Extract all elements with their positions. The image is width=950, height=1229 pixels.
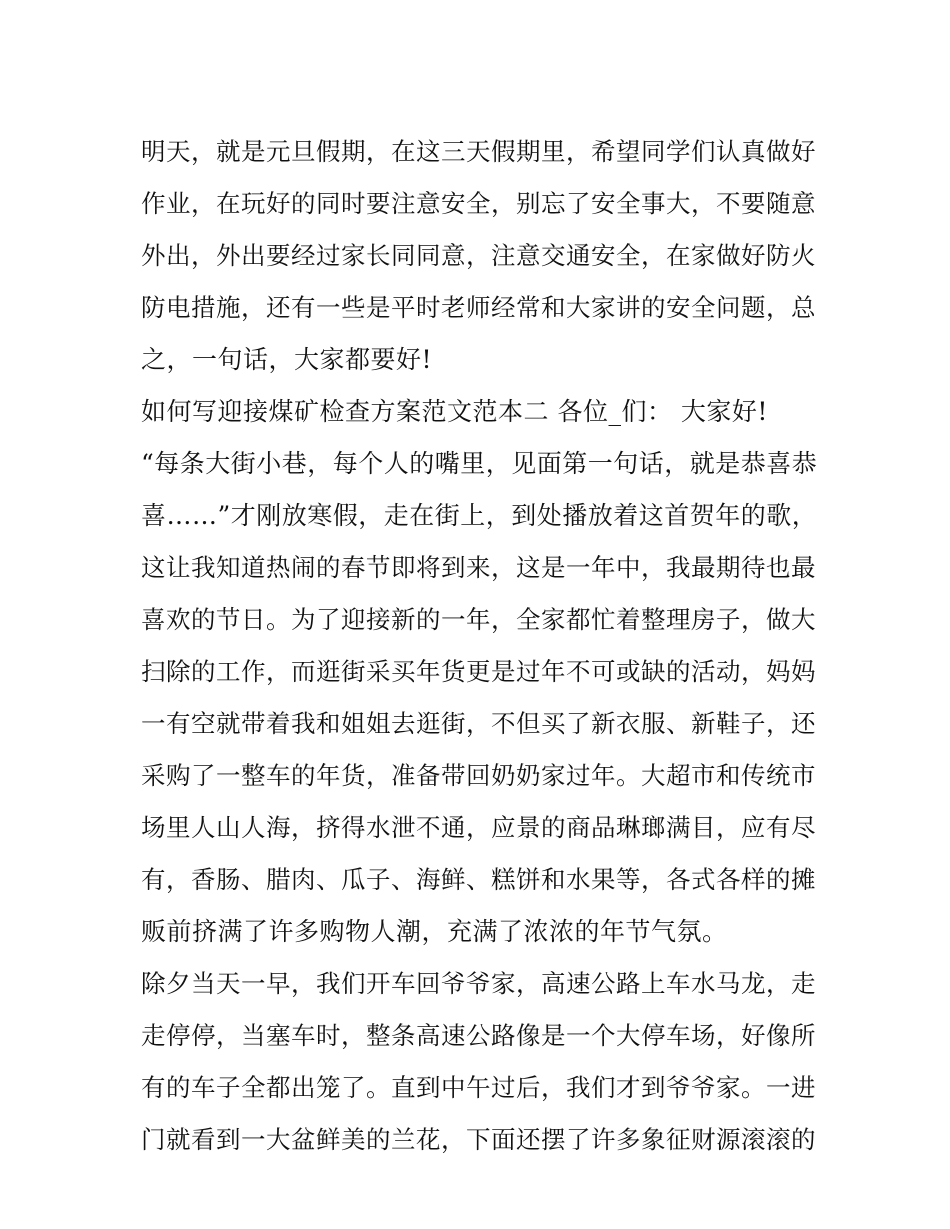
- text-line-1: 明天，就是元旦假期，在这三天假期里，希望同学们认真做好: [141, 137, 816, 166]
- text-line-16: 贩前挤满了许多购物人潮，充满了浓浓的年节气氛。: [141, 917, 728, 946]
- text-line-12: 一有空就带着我和姐姐去逛街，不但买了新衣服、新鞋子，还: [141, 709, 816, 738]
- text-line-20: 门就看到一大盆鲜美的兰花，下面还摆了许多象征财源滚滚的: [141, 1125, 816, 1154]
- text-line-2: 作业，在玩好的同时要注意安全，别忘了安全事大，不要随意: [141, 189, 816, 218]
- text-line-5: 之，一句话，大家都要好!: [141, 345, 433, 374]
- text-line-7: “每条大街小巷，每个人的嘴里，见面第一句话，就是恭喜恭: [141, 449, 818, 478]
- text-line-11: 扫除的工作，而逛街采买年货更是过年不可或缺的活动，妈妈: [141, 657, 816, 686]
- text-line-19: 有的车子全都出笼了。直到中午过后，我们才到爷爷家。一进: [141, 1073, 816, 1102]
- text-line-13: 采购了一整车的年货，准备带回奶奶家过年。大超市和传统市: [141, 761, 816, 790]
- text-line-17: 除夕当天一早，我们开车回爷爷家，高速公路上车水马龙，走: [141, 969, 816, 998]
- text-line-10: 喜欢的节日。为了迎接新的一年，全家都忙着整理房子，做大: [141, 605, 816, 634]
- text-line-8: 喜……”才刚放寒假，走在街上，到处播放着这首贺年的歌，: [141, 501, 818, 530]
- text-line-4: 防电措施，还有一些是平时老师经常和大家讲的安全问题，总: [141, 293, 816, 322]
- heading-line: 如何写迎接煤矿检查方案范文范本二 各位_们： 大家好!: [141, 397, 768, 426]
- text-line-18: 走停停，当塞车时，整条高速公路像是一个大停车场，好像所: [141, 1021, 816, 1050]
- text-line-9: 这让我知道热闹的春节即将到来，这是一年中，我最期待也最: [141, 553, 816, 582]
- text-line-3: 外出，外出要经过家长同同意，注意交通安全，在家做好防火: [141, 241, 816, 270]
- text-line-15: 有，香肠、腊肉、瓜子、海鲜、糕饼和水果等，各式各样的摊: [141, 865, 816, 894]
- text-line-14: 场里人山人海，挤得水泄不通，应景的商品琳瑯满目，应有尽: [141, 813, 816, 842]
